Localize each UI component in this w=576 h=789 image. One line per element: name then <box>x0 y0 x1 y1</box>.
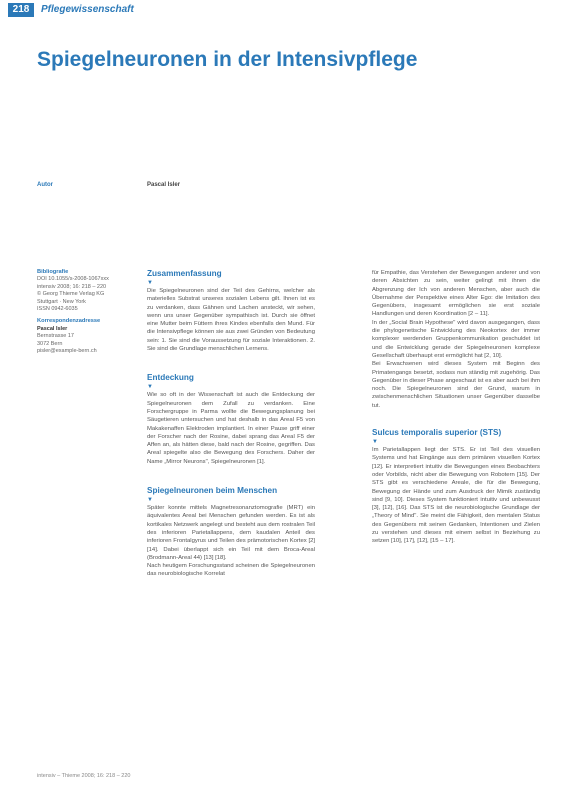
bibliografie-line: Stuttgart · New York <box>37 298 86 305</box>
column-2 <box>372 269 540 546</box>
bibliografie-line: ISSN 0942-6035 <box>37 306 78 313</box>
bibliografie-heading: Bibliografie <box>37 269 69 275</box>
heading-sts: Sulcus temporalis superior (STS) <box>372 428 502 438</box>
paragraph-entdeckung: Wie so oft in der Wissenschaft ist auch die Entdeckung der Spiegelneuronen dem Zufall zu verdanken. Eine Forschergruppe in Parma wollte die Bewegungsplanung bei Säugetieren untersuchen und hat deshalb in das Areal F5 von Makakenaffen Elektroden implantiert. In einer Pause griff einer der Forscher nach der Rosine, dabei sprang das Areal F5 der Affen an, als hätten diese, bald nach der Rosine, gegriffen. Das Areal spiegelte also die Bewegung des Forschers. Daher der Name „Mirror Neurons", Spiegelneuronen [1]. <box>147 392 315 465</box>
sidebar-bibliografie <box>37 269 137 355</box>
bibliografie-line: © Georg Thieme Verlag KG <box>37 291 105 298</box>
page-number: 218 <box>8 3 34 17</box>
paragraph-empathie: für Empathie, das Verstehen der Bewegungen anderer und von deren Absichten zu sein, weiter gelingt mit ihnen die Abgrenzung der Ich von anderen Menschen, aber auch die Übernahme der Perspektive eines Alter Ego: die Imitation des Gegenübers, insgesamt ermöglichen sie erst soziale Handlungen und deren Koordination [2 – 11]. <box>372 270 540 318</box>
paragraph-menschen-2: Nach heutigem Forschungsstand scheinen die Spiegelneuronen das neurobiologische Korrelat <box>147 563 315 578</box>
bibliografie-line: intensiv 2008; 16: 218 – 220 <box>37 283 107 290</box>
author-name: Pascal Isler <box>147 182 181 188</box>
section-label: Pflegewissenschaft <box>41 4 134 15</box>
column-1 <box>147 269 315 579</box>
korrespondenz-heading: Korrespondenzadresse <box>37 318 101 325</box>
article-title: Spiegelneuronen in der Intensivpflege <box>37 48 418 71</box>
author-label: Autor <box>37 182 53 188</box>
korrespondenz-line: Bernstrasse 17 <box>37 333 74 340</box>
heading-zusammenfassung: Zusammenfassung <box>147 269 222 278</box>
paragraph-sts: Im Parietallappen liegt der STS. Er ist Teil des visuellen Systems und hat Eingänge aus dem primären visuellen Kortex [12]. Er interpretiert intuitiv die Bewegungen eines Beobachters oder Vorbilds, nicht aber die Bewegung von Robotern [15]. Der STS gibt es verschiedene Areale, die für die Bewegung, Bewegung der Hände und zum Ausdruck der Mimik zuständig sind [9, 10]. Dieses System funktioniert intuitiv und unbewusst [3], [12], [16]. Das STS ist die neurobiologische Grundlage der „Theory of Mind". Sie meint die Fähigkeit, den mentalen Status des Gegenübers mit seinen Gedanken, Intentionen und Zielen zu verstehen und dieses mit einem selbst in Beziehung zu setzen [10], [17], [12], [15 – 17]. <box>372 447 540 545</box>
triangle-icon: ▼ <box>147 497 153 504</box>
triangle-icon: ▼ <box>147 280 153 286</box>
paragraph-social-brain: In der „Social Brain Hypothese" wird davon ausgegangen, dass die phylogenetische Entwicklung des Neokortex der immer komplexer werdenden Gruppenkommunikation geschuldet ist und die Entwicklung gerade der Spiegelneuronen komplexe Gesellschaft überhaupt erst ermöglicht hat [2, 10]. <box>372 319 540 359</box>
footer: intensiv – Thieme 2008; 16: 218 – 220 <box>37 773 131 779</box>
heading-menschen: Spiegelneuronen beim Menschen <box>147 486 278 496</box>
paragraph-erwachsene: Bei Erwachsenen wird dieses System mit Beginn des Primatengangs besetzt, sodass nun ständig mit zugehörig. Das Gegenüber in dieser Phase angeschaut ist es aber auch bei ihm noch. Die Spiegelneuronen sind der Grund, warum in zwischenmenschlichen Situationen unser Gegenüber dasselbe tut. <box>372 361 540 409</box>
korrespondenz-name: Pascal Isler <box>37 325 68 332</box>
korrespondenz-line: pisler@example-bern.ch <box>37 348 97 355</box>
korrespondenz-line: 3072 Bern <box>37 340 63 347</box>
bibliografie-line: DOI 10.1055/s-2008-1067xxx <box>37 276 109 283</box>
triangle-icon: ▼ <box>147 384 153 391</box>
triangle-icon: ▼ <box>372 439 378 446</box>
paragraph-menschen: Später konnte mittels Magnetresonanztomografie (MRT) ein äquivalentes Areal bei Menschen gefunden werden. Es ist als kortikales Netzwerk angelegt und besteht aus dem rostralen Teil des inferioren Parietallappens, dem kaudalen Anteil des inferioren Frontalgyrus und Teilen des prämotorischen Kortex [2] [14]. Dabei überlappt sich ein Teil mit dem Broca-Areal (Brodmann-Areal 44) [13] [18]. <box>147 505 315 561</box>
paragraph-zusammenfassung: Die Spiegelneuronen sind der Teil des Gehirns, welcher als materielles Substrat unseres sozialen Lebens gilt. Ihnen ist es zu verdanken, dass Gähnen und Lachen ansteckt, wir sehen, wenn uns unser Gegenüber sympathisch ist. Durch sie öffnet eine Mutter beim Füttern ihres Kindes ebenfalls den Mund. Für die Intensivpflege können sie aus zwei Gründen von Bedeutung sein: 1. Sie sind die Voraussetzung für soziale Interaktionen. 2. Sie sind die Grundlage menschlichen Lernens. <box>147 288 315 353</box>
heading-entdeckung: Entdeckung <box>147 373 194 383</box>
